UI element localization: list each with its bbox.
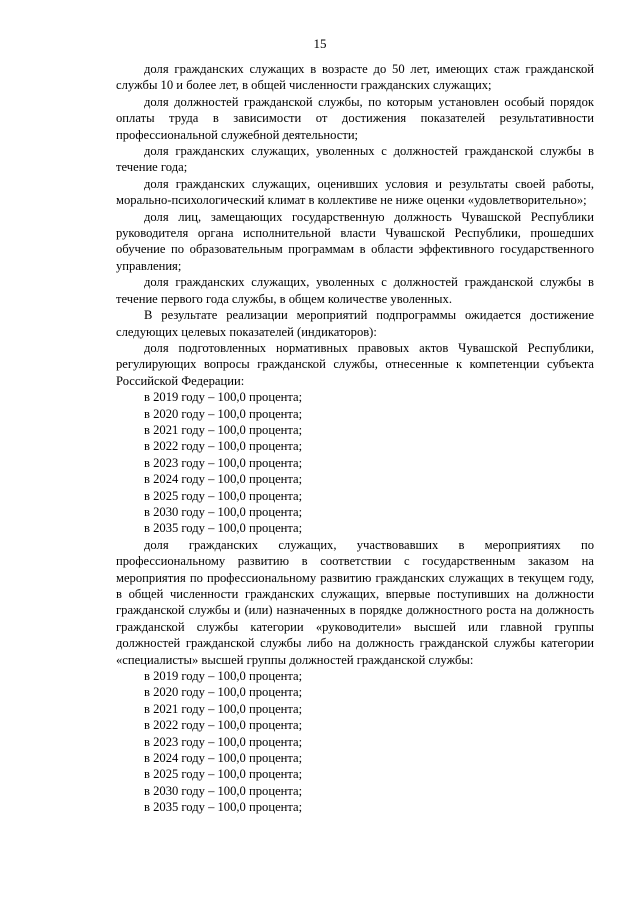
year-list-1	[116, 389, 594, 537]
list-item: в 2035 году – 100,0 процента;	[144, 521, 303, 536]
list-item: в 2030 году – 100,0 процента;	[144, 504, 303, 519]
list-item: в 2019 году – 100,0 процента;	[144, 390, 303, 405]
paragraph: доля гражданских служащих в возрасте до 50 лет, имеющих стаж гражданской службы 10 и более лет, в общей численности гражданских служащих;	[116, 62, 594, 93]
list-item: в 2019 году – 100,0 процента;	[144, 669, 303, 684]
list-item: в 2022 году – 100,0 процента;	[144, 439, 303, 454]
paragraph: доля гражданских служащих, участвовавших в мероприятиях по профессиональному развитию в соответствии с государственным заказом на мероприятия по профессиональному развитию гражданских служащих в текущем году, в общей численности гражданских служащих, впервые поступивших на должности гражданской службы и (или) назначенных в порядке должностного роста на должность гражданской службы категории «руководители» высшей или главной группы должностей гражданской службы либо на должность гражданской службы категории «специалисты» высшей группы должностей гражданской службы:	[116, 537, 594, 667]
list-item: в 2024 году – 100,0 процента;	[144, 472, 303, 487]
list-item: в 2021 году – 100,0 процента;	[144, 422, 303, 437]
year-list-2	[116, 668, 594, 816]
list-item: в 2020 году – 100,0 процента;	[144, 685, 303, 700]
document-body	[116, 61, 594, 816]
paragraph: доля гражданских служащих, оценивших условия и результаты своей работы, морально-психологический климат в коллективе не ниже оценки «удовлетворительно»;	[116, 176, 594, 208]
list-item: в 2023 году – 100,0 процента;	[144, 734, 303, 749]
list-item: в 2030 году – 100,0 процента;	[144, 783, 303, 798]
paragraph: доля должностей гражданской службы, по которым установлен особый порядок оплаты труда в зависимости от достижения показателей результативности профессиональной служебной деятельности;	[116, 94, 594, 142]
paragraph: доля подготовленных нормативных правовых актов Чувашской Республики, регулирующих вопросы гражданской службы, отнесенные к компетенции субъекта Российской Федерации:	[116, 340, 594, 388]
list-item: в 2021 году – 100,0 процента;	[144, 701, 303, 716]
paragraph: доля лиц, замещающих государственную должность Чувашской Республики руководителя органа исполнительной власти Чувашской Республики, прошедших обучение по образовательным программам в области эффективного государственного управления;	[116, 209, 594, 273]
list-item: в 2035 году – 100,0 процента;	[144, 800, 303, 815]
list-item: в 2020 году – 100,0 процента;	[144, 406, 303, 421]
list-item: в 2022 году – 100,0 процента;	[144, 718, 303, 733]
paragraph: доля гражданских служащих, уволенных с должностей гражданской службы в течение года;	[116, 144, 594, 175]
list-item: в 2023 году – 100,0 процента;	[144, 455, 303, 470]
list-item: в 2024 году – 100,0 процента;	[144, 751, 303, 766]
paragraph: доля гражданских служащих, уволенных с должностей гражданской службы в течение первого года службы, в общем количестве уволенных.	[116, 275, 594, 306]
paragraph: В результате реализации мероприятий подпрограммы ожидается достижение следующих целевых показателей (индикаторов):	[116, 308, 594, 339]
list-item: в 2025 году – 100,0 процента;	[144, 488, 303, 503]
list-item: в 2025 году – 100,0 процента;	[144, 767, 303, 782]
page-number: 15	[313, 36, 327, 51]
